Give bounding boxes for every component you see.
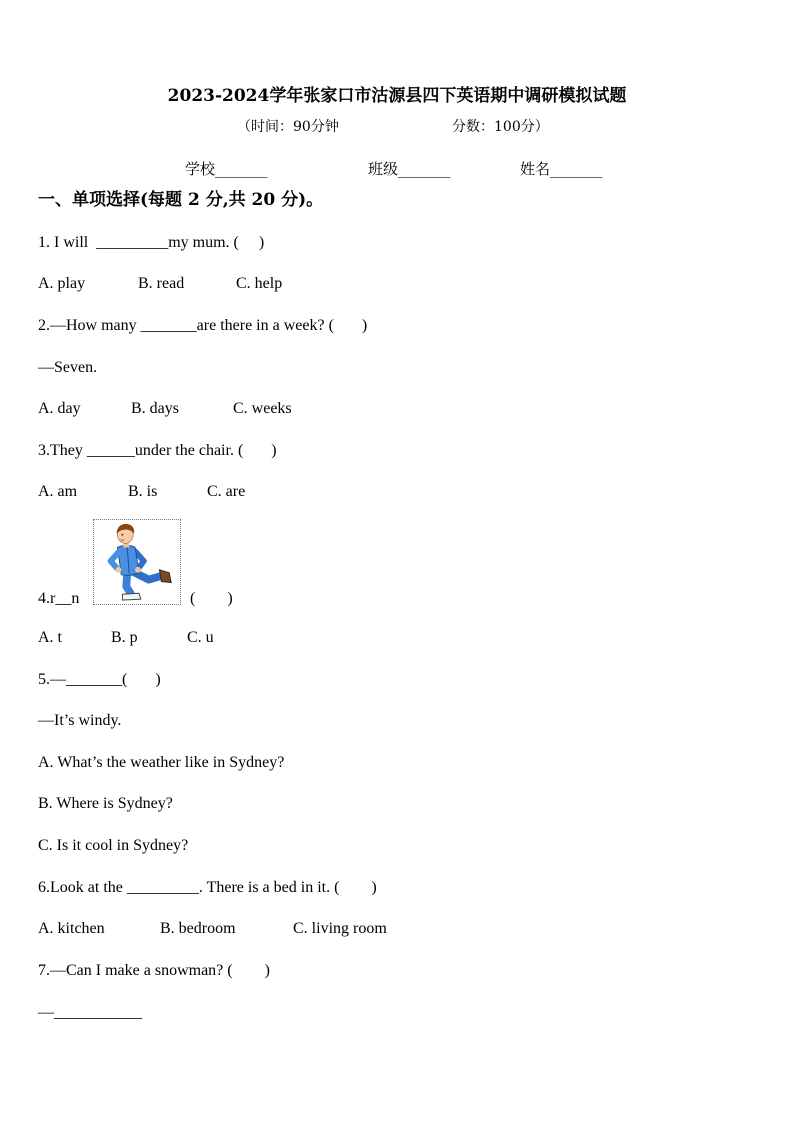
option-b: B. p <box>111 629 138 646</box>
question-stem: 1. I will _________my mum. ( ) <box>38 234 265 251</box>
option-b: B. bedroom <box>160 920 236 937</box>
option-a: A. am <box>38 483 78 500</box>
dialogue-reply: —Seven. <box>38 359 98 376</box>
question-stem: 4.r__n <box>38 590 80 607</box>
option-row <box>38 274 738 294</box>
option-b: B. is <box>128 483 158 500</box>
option-c: C. living room <box>293 920 387 937</box>
option-row <box>38 482 738 502</box>
option-b: B. days <box>131 400 179 417</box>
option-c: C. are <box>207 483 246 500</box>
question-stem: 2.—How many _______are there in a week? ( ) <box>38 317 368 334</box>
school-field: 学校_______ <box>185 160 268 178</box>
exam-title: 2023-2024学年张家口市沽源县四下英语期中调研模拟试题 <box>167 86 627 106</box>
option-row <box>38 919 738 939</box>
option-a: A. kitchen <box>38 920 105 937</box>
option-c: C. weeks <box>233 400 292 417</box>
dialogue-reply: —___________ <box>38 1004 142 1021</box>
section-heading: 一、单项选择(每题 2 分,共 20 分)。 <box>38 190 324 210</box>
class-field: 班级_______ <box>368 160 451 178</box>
question-stem-row <box>38 589 738 609</box>
exam-time: （时间：90分钟 <box>237 119 339 135</box>
option-row <box>38 628 738 648</box>
question-stem: 7.—Can I make a snowman? ( ) <box>38 962 270 979</box>
option-b: B. read <box>138 275 185 292</box>
name-field: 姓名_______ <box>520 160 603 178</box>
option-c: C. help <box>236 275 283 292</box>
option-c: C. u <box>187 629 214 646</box>
option-a: A. What’s the weather like in Sydney? <box>38 754 285 771</box>
question-stem: 5.—_______( ) <box>38 671 161 688</box>
question-stem: 6.Look at the _________. There is a bed in it. ( ) <box>38 879 377 896</box>
dialogue-reply: —It’s windy. <box>38 712 122 729</box>
option-a: A. play <box>38 275 86 292</box>
option-row <box>38 399 738 419</box>
exam-score: 分数：100分） <box>452 119 549 135</box>
option-a: A. day <box>38 400 81 417</box>
option-b: B. Where is Sydney? <box>38 795 173 812</box>
option-c: C. Is it cool in Sydney? <box>38 837 189 854</box>
option-a: A. t <box>38 629 62 646</box>
answer-parenthesis: ( ) <box>190 590 233 607</box>
question-stem: 3.They ______under the chair. ( ) <box>38 442 277 459</box>
